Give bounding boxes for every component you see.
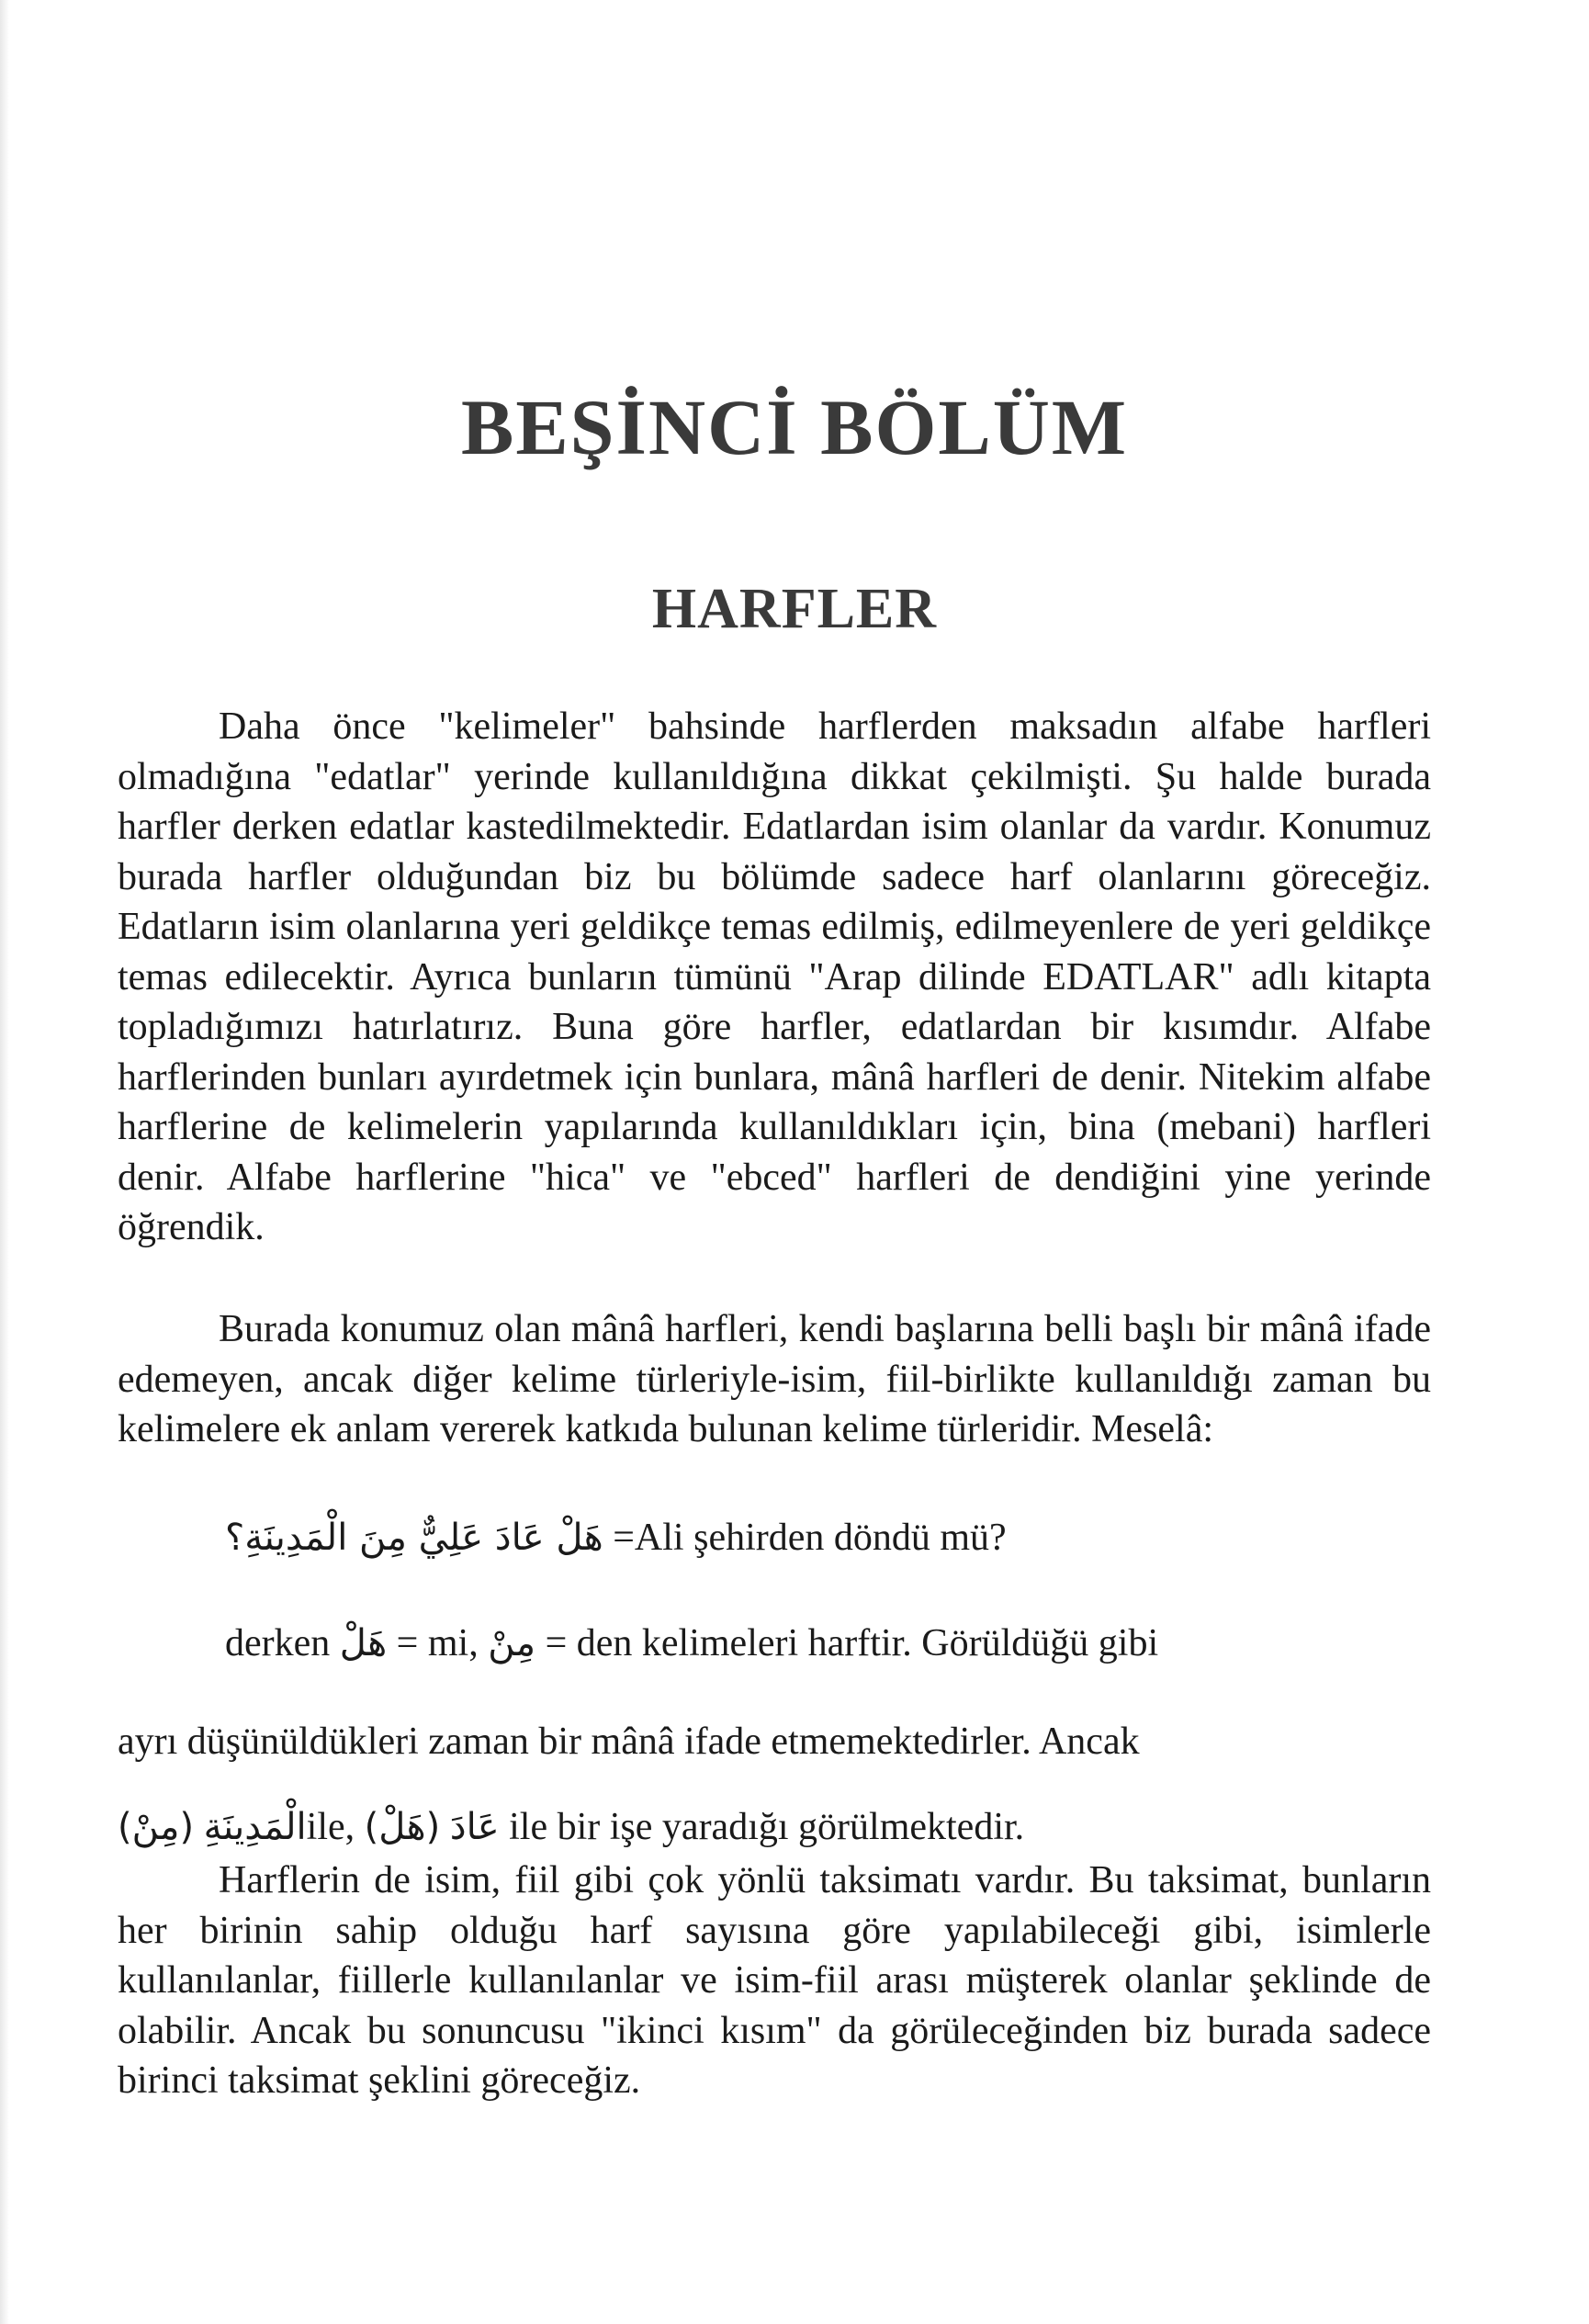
arabic-word-medine: الْمَدِينَةِ	[203, 1806, 307, 1848]
section-title: HARFLER	[651, 578, 938, 640]
example-translation: =Ali şehirden döndü mü?	[613, 1517, 1007, 1559]
body-paragraph-3	[118, 1856, 1431, 2106]
meaning-2: = den kelimeleri harftir. Görüldüğü gibi	[545, 1622, 1159, 1664]
arabic-word-ada: عَادَ	[449, 1806, 500, 1848]
page-edge-shadow	[0, 0, 9, 2324]
paragraph-text: Burada konumuz olan mânâ harfleri, kendi başlarına belli başlı bir mânâ ifade edemeyen, ancak diğer kelime türleriyle-isim, fiil-birlikte kullanıldığı zaman bu kelimelere ek anlam vererek katkıda bulunan kelime türleridir. Meselâ:	[118, 1308, 1431, 1450]
usage-rest: ile bir işe yaradığı görülmektedir.	[509, 1806, 1025, 1848]
arabic-paren-min: (مِنْ)	[118, 1806, 195, 1848]
example-usage	[118, 1805, 1024, 1849]
example-sentence	[225, 1516, 1007, 1560]
usage-ile: ile,	[306, 1806, 355, 1848]
arabic-word-hal: هَلْ	[339, 1622, 388, 1664]
arabic-example: هَلْ عَادَ عَلِيٌّ مِنَ الْمَدِينَةِ؟	[225, 1517, 603, 1559]
paragraph-text: Daha önce "kelimeler" bahsinde harflerden maksadın alfabe harfleri olmadığına "edatlar" yerinde kullanıldığına dikkat çekilmişti. Şu halde burada harfler derken edatlar kastedilmektedir. Edatlardan isim olanlar da vardır. Konumuz burada harfler olduğundan biz bu bölümde sadece harf olanlarını göreceğiz. Edatların isim olanlarına yeri geldikçe temas edilmiş, edilmeyenlere de yeri geldikçe temas edilecektir. Ayrıca bunların tümünü "Arap dilinde EDATLAR" adlı kitapta topladığımızı hatırlatırız. Buna göre harfler, edatlardan bir kısımdır. Alfabe harflerinden bunları ayırdetmek için bunlara, mânâ harfleri de denir. Nitekim alfabe harflerine de kelimelerin yapılarında kullanıldıkları için, bina (mebani) harfleri denir. Alfabe harflerine "hica" ve "ebced" harfleri de dendiğini yine yerinde öğrendik.	[118, 705, 1431, 1248]
chapter-title: BEŞİNCİ BÖLÜM	[460, 383, 1129, 471]
example-explanation	[225, 1621, 1158, 1665]
explanation-line: ayrı düşünüldükleri zaman bir mânâ ifade etmemektedirler. Ancak	[118, 1720, 1140, 1763]
paragraph-text: Harflerin de isim, fiil gibi çok yönlü taksimatı vardır. Bu taksimat, bunların her birinin sahip olduğu harf sayısına göre yapılabileceği gibi, isimlerle kullanılanlar, fiillerle kullanılanlar ve isim-fiil arası müşterek olanlar şeklinde de olabilir. Ancak bu sonuncusu "ikinci kısım" da görüleceğinden biz burada sadece birinci taksimat şeklini göreceğiz.	[118, 1859, 1431, 2102]
arabic-paren-hal: (هَلْ)	[364, 1806, 441, 1848]
explanation-prefix: derken	[225, 1622, 331, 1664]
arabic-word-min: مِنْ	[488, 1622, 536, 1664]
body-paragraph-1	[118, 702, 1431, 1253]
body-paragraph-2	[118, 1304, 1431, 1455]
meaning-1: = mi,	[396, 1622, 479, 1664]
